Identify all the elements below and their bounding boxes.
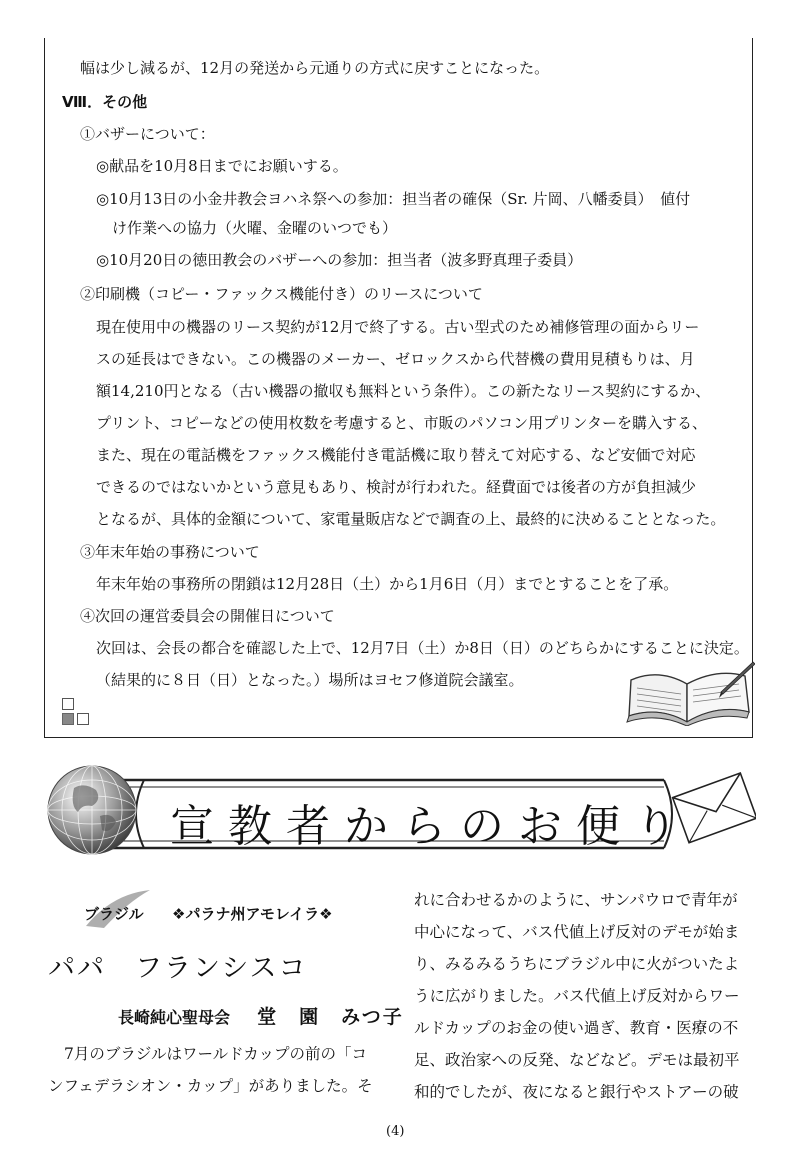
item1-line: け作業への協力（火曜、金曜のいつでも） [112,219,398,237]
article-right-line: 足、政治家への反発、などなど。デモは最初平 [414,1051,740,1069]
item2-title: ②印刷機（コピー・ファックス機能付き）のリースについて [80,285,483,303]
item4-title: ④次回の運営委員会の開催日について [80,607,335,625]
item2-line: スの延長はできない。この機器のメーカー、ゼロックスから代替機の費用見積もりは、月 [96,350,695,368]
author-name: 堂 園 みつ子 [257,1006,404,1028]
article-right-line: 和的でしたが、夜になると銀行やストアーの破 [414,1083,739,1101]
decorative-square [62,698,74,710]
banner-title: 宣教者からのお便り [170,801,692,852]
article-left-line: 7月のブラジルはワールドカップの前の「コ [64,1045,368,1063]
item2-line: となるが、具体的金額について、家電量販店などで調査の上、最終的に決めることとなった。 [96,510,726,528]
article-country: ブラジル [84,905,144,923]
item3-title: ③年末年始の事務について [80,543,260,561]
decorative-square [77,713,89,725]
item2-line: 現在使用中の機器のリース契約が12月で終了する。古い型式のため補修管理の面からリー [96,318,700,336]
item2-line: また、現在の電話機をファックス機能付き電話機に取り替えて対応する、など安価で対応 [96,446,696,464]
article-left-line: ンフェデラシオン・カップ」がありました。そ [48,1077,373,1095]
item2-line: 額14,210円となる（古い機器の撤収も無料という条件）。この新たなリース契約にするか、 [96,382,711,400]
item1-line: ◎10月20日の徳田教会のバザーへの参加：担当者（波多野真理子委員） [96,251,583,269]
article-right-line: 中心になって、バス代値上げ反対のデモが始ま [414,923,740,941]
article-right-line: うに広がりました。バス代値上げ反対からワー [414,987,740,1005]
item2-line: プリント、コピーなどの使用枚数を考慮すると、市販のパソコン用プリンターを購入する、 [96,414,707,432]
page-number: (4) [386,1124,405,1139]
article-right-line: り、みるみるうちにブラジル中に火がついたよ [414,955,740,973]
decorative-square [62,713,74,725]
item2-line: できるのではないかという意見もあり、検討が行われた。経費面では後者の方が負担減少 [96,478,697,496]
item3-line: 年末年始の事務所の閉鎖は12月28日（土）から1月6日（月）までとすることを了承。 [96,575,679,593]
carry-over-line: 幅は少し減るが、12月の発送から元通りの方式に戻すことになった。 [80,59,550,77]
item4-line: 次回は、会長の都合を確認した上で、12月7日（土）か8日（日）のどちらかにすることに決定。 [96,639,749,657]
article-right-line: ルドカップのお金の使い過ぎ、教育・医療の不 [414,1019,739,1037]
article-author [118,1002,404,1029]
article-region: ❖パラナ州アモレイラ❖ [172,905,333,923]
item1-title: ①バザーについて： [80,125,215,143]
item1-line: ◎10月13日の小金井教会ヨハネ祭への参加：担当者の確保（Sr. 片岡、八幡委員） 値付 [96,190,691,208]
article-title: パパ フランシスコ [48,953,308,984]
section-heading: Ⅷ．その他 [62,93,148,111]
author-org: 長崎純心聖母会 [118,1008,231,1027]
item1-line: ◎献品を10月8日までにお願いする。 [96,157,348,175]
open-book-icon [625,658,755,726]
article-right-line: れに合わせるかのように、サンパウロで青年が [414,891,738,909]
item4-line: （結果的に８日（日）となった。）場所はヨセフ修道院会議室。 [96,671,524,689]
